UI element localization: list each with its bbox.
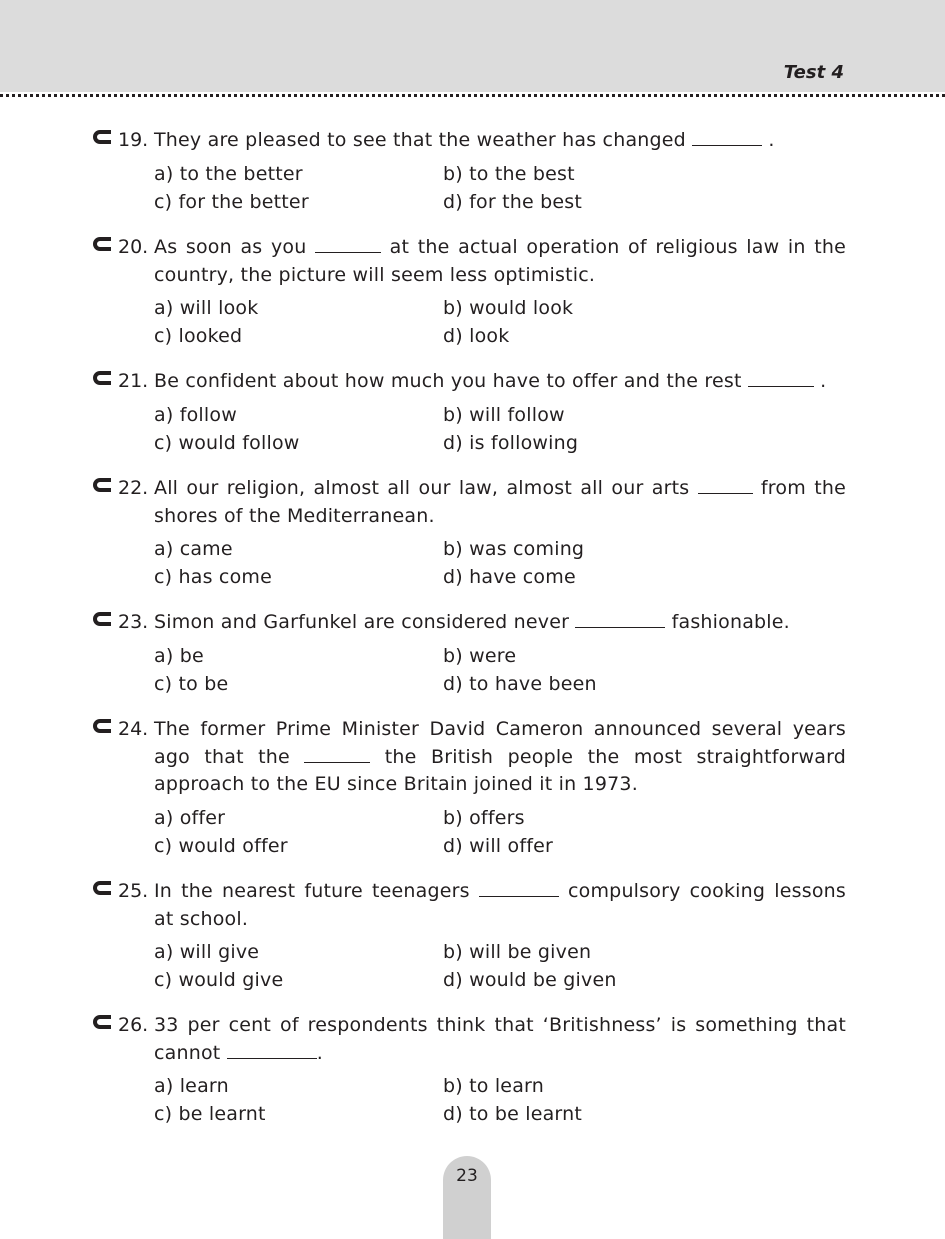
question-21	[92, 368, 846, 457]
question-number: 20.	[118, 236, 149, 258]
question-text: All our religion, almost all our law, almost all our arts from the shores of the Mediterranean.	[154, 477, 846, 527]
question-number: 23.	[118, 611, 149, 633]
options	[154, 295, 846, 350]
answer-blank	[479, 879, 559, 897]
option-c[interactable]: c) would follow	[154, 431, 300, 454]
option-b[interactable]: b) would look	[443, 297, 574, 319]
question-19	[92, 127, 846, 216]
page-number: 23	[456, 1166, 478, 1186]
option-c[interactable]: c) to be	[154, 672, 229, 695]
option-a[interactable]: a) to the better	[154, 162, 303, 185]
question-23	[92, 609, 846, 698]
option-c[interactable]: c) would give	[154, 969, 284, 991]
question-20	[92, 234, 846, 350]
option-d[interactable]: d) would be given	[443, 969, 617, 991]
question-text: Be confident about how much you have to offer and the rest .	[154, 370, 827, 392]
option-a[interactable]: a) will give	[154, 941, 260, 963]
option-b[interactable]: b) will be given	[443, 941, 592, 963]
option-d[interactable]: d) to be learnt	[443, 1103, 582, 1125]
option-c[interactable]: c) would offer	[154, 834, 288, 857]
answer-blank	[698, 476, 753, 494]
question-text: The former Prime Minister David Cameron announced several years ago that the the British people the most straightforward approach to the EU since Britain joined it in 1973.	[154, 718, 847, 795]
answer-blank	[227, 1041, 317, 1059]
question-22	[92, 475, 846, 591]
option-b[interactable]: b) will follow	[443, 403, 565, 426]
question-number: 21.	[118, 370, 149, 392]
option-c[interactable]: c) looked	[154, 325, 243, 347]
question-text: In the nearest future teenagers compulsory cooking lessons at school.	[154, 880, 846, 930]
arrow-bullet-icon	[92, 129, 114, 145]
test-label: Test 4	[783, 62, 844, 83]
option-d[interactable]: d) look	[443, 325, 510, 347]
arrow-bullet-icon	[92, 611, 114, 627]
option-d[interactable]: d) have come	[443, 566, 576, 588]
question-26	[92, 1012, 846, 1128]
answer-blank	[575, 610, 665, 628]
option-a[interactable]: a) offer	[154, 806, 226, 829]
option-b[interactable]: b) was coming	[443, 538, 585, 560]
question-25	[92, 878, 846, 994]
arrow-bullet-icon	[92, 477, 114, 493]
question-number: 22.	[118, 477, 149, 499]
question-number: 25.	[118, 880, 149, 902]
option-d[interactable]: d) to have been	[443, 672, 597, 695]
option-a[interactable]: a) follow	[154, 403, 237, 426]
options	[154, 805, 846, 860]
option-b[interactable]: b) offers	[443, 806, 525, 829]
arrow-bullet-icon	[92, 236, 114, 252]
option-a[interactable]: a) will look	[154, 297, 259, 319]
question-text: 33 per cent of respondents think that ‘Britishness’ is something that cannot .	[154, 1014, 846, 1064]
option-c[interactable]: c) be learnt	[154, 1103, 266, 1125]
options	[154, 643, 846, 698]
question-number: 24.	[118, 718, 149, 740]
question-text: Simon and Garfunkel are considered never fashionable.	[154, 611, 790, 633]
arrow-bullet-icon	[92, 880, 114, 896]
answer-blank	[315, 235, 381, 253]
question-number: 19.	[118, 129, 149, 151]
option-b[interactable]: b) to the best	[443, 162, 575, 185]
arrow-bullet-icon	[92, 370, 114, 386]
option-a[interactable]: a) be	[154, 644, 204, 667]
options	[154, 1073, 846, 1128]
options	[154, 939, 846, 994]
option-c[interactable]: c) has come	[154, 566, 272, 588]
option-c[interactable]: c) for the better	[154, 190, 309, 213]
option-a[interactable]: a) learn	[154, 1075, 229, 1097]
question-number: 26.	[118, 1014, 149, 1036]
arrow-bullet-icon	[92, 718, 114, 734]
options	[154, 402, 846, 457]
dotted-divider	[0, 94, 945, 97]
options	[154, 161, 846, 216]
arrow-bullet-icon	[92, 1014, 114, 1030]
answer-blank	[692, 128, 762, 146]
answer-blank	[748, 369, 814, 387]
question-text: As soon as you at the actual operation of religious law in the country, the picture will seem less optimistic.	[154, 236, 846, 286]
option-d[interactable]: d) for the best	[443, 190, 582, 213]
answer-blank	[304, 745, 370, 763]
option-d[interactable]: d) will offer	[443, 834, 554, 857]
question-24	[92, 716, 846, 860]
option-b[interactable]: b) to learn	[443, 1075, 544, 1097]
question-text: They are pleased to see that the weather has changed .	[154, 129, 775, 151]
option-b[interactable]: b) were	[443, 644, 517, 667]
option-a[interactable]: a) came	[154, 538, 233, 560]
options	[154, 536, 846, 591]
option-d[interactable]: d) is following	[443, 431, 579, 454]
